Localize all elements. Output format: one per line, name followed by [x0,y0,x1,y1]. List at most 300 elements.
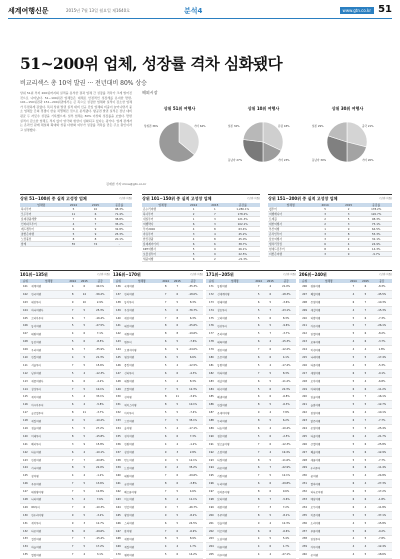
table-cell: 4 [264,519,276,527]
table-cell: -4.2% [90,377,110,385]
table-cell: 7 [253,440,265,448]
table-row [299,472,392,480]
table-cell: 32.1% [360,237,392,242]
table-cell: 아름여행 [217,543,253,551]
table-cell: 해냄여행 [217,393,253,401]
column-header: 2014 [253,279,265,283]
table-cell: 4.1% [276,354,296,362]
table-cell: 6.6% [183,354,203,362]
table-row [299,480,392,488]
table-cell: 5 [67,322,79,330]
table-row [299,409,392,417]
table-cell: 160 [113,472,124,480]
table-row [20,488,110,496]
table-cell: -11.2% [372,385,392,393]
table-cell: 평화여행 [310,283,347,290]
table-cell: 5 [171,385,183,393]
pie-label: 일본 32% [228,125,240,128]
table-cell: 221 [299,401,310,409]
charts-caption: 해외시장 [142,90,158,95]
pie-chart [310,106,385,176]
table-cell: 25.3% [90,306,110,314]
table-cell: -6.3% [276,401,296,409]
table-cell: 한별여행 [310,330,347,338]
column-header: 증감 [276,279,296,283]
table-cell: -12.2% [276,346,296,354]
table-cell: 인터파크투어 [20,222,62,227]
table-cell: 124 [20,464,31,472]
table-unit: (단위:억원) [379,273,392,276]
table-cell: 태양여행 [31,330,67,338]
table-cell: 7 [67,361,79,369]
table-cell: 9 [160,456,172,464]
table-cell: -12.5% [183,361,203,369]
table-cell: 180 [206,354,217,362]
table-cell: 6 [160,338,172,346]
table-cell: 7 [253,369,265,377]
table-cell: 10.1% [90,385,110,393]
table-cell: 큰별여행 [310,440,347,448]
table-cell: 드림여행 [124,464,160,472]
table-cell: 7 [67,306,79,314]
table-cell: 1 [313,227,337,232]
table-cell: 6 [78,283,90,290]
table-cell: -16.4% [90,314,110,322]
table-cell: 8.3% [276,314,296,322]
table-row [299,417,392,425]
table-cell: -11.6% [276,456,296,464]
table-row [20,298,110,306]
table-cell: -18.3% [276,290,296,298]
table-row [113,401,203,409]
table-cell: 9.6% [276,488,296,496]
table-cell: 7 [160,488,172,496]
table-unit: (단위:억원) [97,273,110,276]
table-cell: 대륙여행 [217,338,253,346]
table-cell: 2.9% [90,298,110,306]
column-header: 순위 [299,279,310,283]
table-cell: 5 [264,401,276,409]
table-row [113,503,203,511]
table-cell: 5 [171,354,183,362]
table-cell: 케이투어 [31,519,67,527]
data-table [20,203,132,247]
table-cell: -8.1% [276,511,296,519]
column-header: 업체명 [142,203,183,207]
table-cell: -12.4% [372,543,392,551]
table-cell: 제일여행 [124,543,160,551]
table-cell: 6 [359,464,371,472]
table-cell: -25.4% [372,425,392,433]
table-cell: 5 [171,417,183,425]
table-cell: 6 [160,346,172,354]
table-cell: 15.8% [90,440,110,448]
table-cell: 19.4% [276,448,296,456]
table-cell: 6 [264,290,276,298]
table-cell: 5 [78,417,90,425]
table-cell: 4 [171,464,183,472]
table-cell: -20.8% [90,456,110,464]
table-cell: 211 [299,322,310,330]
table-cell: 7 [67,551,79,559]
table-cell: 5 [264,472,276,480]
small-table-101-150 [142,194,260,262]
table-cell: 207 [299,290,310,298]
table-row [20,519,110,527]
table-cell: 209 [299,306,310,314]
table-row [206,417,296,425]
table-cell: 109 [20,346,31,354]
table-cell: 6 [359,283,371,290]
table-cell: 40.1% [90,283,110,290]
column-header: 업체명 [31,279,67,283]
pie-label: 기타 20% [362,159,374,162]
table-row [299,432,392,440]
table-cell: 192 [206,448,217,456]
table-row [206,425,296,433]
table-cell: 125 [20,472,31,480]
table-cell: 로얄여행 [124,385,160,393]
table-row [206,338,296,346]
table-title-text: 171위~205위 [206,272,234,277]
table-cell: 삼호여행사 [268,237,313,242]
table-cell: 3 [337,212,361,217]
table-cell: 상상여행 [124,448,160,456]
table-cell: 8 [253,401,265,409]
table-cell: 한빛투어 [310,535,347,543]
table-cell: 6 [253,322,265,330]
table-cell: 32.8% [107,227,133,232]
table-cell: -19.6% [183,330,203,338]
pie-label: 일본 29% [312,125,324,128]
table-cell: 35.2% [183,464,203,472]
table-cell: 조은여행 [217,354,253,362]
table-cell: 132 [20,527,31,535]
table-row [20,385,110,393]
table-cell: 6 [183,257,204,262]
column-header: 증감 [183,279,203,283]
table-cell: -27.1% [276,551,296,559]
table-cell: -10.3% [372,298,392,306]
table-row [113,385,203,393]
table-cell: -10.3% [90,503,110,511]
table-row [206,551,296,559]
table-cell: 남부여행 [31,369,67,377]
table-cell: 218 [299,377,310,385]
table-cell: 197 [206,488,217,496]
table-cell: 3 [171,448,183,456]
table-cell: 4 [78,448,90,456]
table-title-text: 상위 51~100위 중 실적 고성장 업체 [20,196,87,201]
table-cell: 6.3% [183,314,203,322]
table-cell: 4 [347,290,359,298]
table-cell: 푸름여행 [310,527,347,535]
table-row [20,425,110,433]
table-row [20,535,110,543]
section-label: 분석4 [184,7,203,15]
table-cell: 2 [337,207,361,212]
table-cell: 글로벌투어 [31,409,67,417]
table-cell: 모두여행 [310,503,347,511]
table-cell: 134 [20,543,31,551]
table-cell: 7 [160,314,172,322]
table-cell: 7 [253,503,265,511]
table-cell: -12.3% [90,369,110,377]
table-row [113,425,203,433]
table-cell: 5 [67,425,79,433]
table-cell: 7 [264,330,276,338]
table-cell: 152 [113,409,124,417]
table-row [20,242,132,247]
table-cell: 진여행 [124,393,160,401]
table-row [299,385,392,393]
table-cell: 7 [253,346,265,354]
table-cell: -8.2% [372,330,392,338]
table-cell: -21.3% [225,257,260,262]
table-cell: -10.4% [276,425,296,433]
table-cell: 한누리여행 [31,511,67,519]
table-cell: 5 [171,456,183,464]
table-cell: 7 [62,217,84,222]
table-cell: 동아투어 [124,298,160,306]
table-cell: -21.7% [372,432,392,440]
article-subtitle: 비교리섹스 총 10억 발권 ··· 전년대비 80% 상승 [20,80,147,87]
table-cell: 194 [206,464,217,472]
table-cell: 해밀여행 [310,290,347,298]
column-header: 순위 [20,279,31,283]
table-cell: 9 [160,511,172,519]
table-row [113,361,203,369]
table-cell: 푸른여행 [31,480,67,488]
table-cell: 4 [171,377,183,385]
issue-date: 2015년 7월 13일 월요일 제1640호 [66,8,130,13]
table-cell: 대한투어 [31,298,67,306]
table-cell: 8 [84,237,106,242]
table-cell: 165 [113,511,124,519]
table-cell: 17.2% [90,543,110,551]
column-header: 2014 [313,203,337,207]
table-cell: 6 [359,440,371,448]
site-url[interactable]: www.gtn.co.kr [340,7,374,14]
table-cell: 121.3% [225,217,260,222]
table-row [299,440,392,448]
table-cell: 212 [299,330,310,338]
table-cell: 4 [359,346,371,354]
table-cell: 107 [20,330,31,338]
pie-label: 유럽 18% [278,125,290,128]
table-row [299,425,392,433]
table-cell: 더좋은여행 [268,252,313,257]
table-cell: 6 [253,377,265,385]
table-cell: 8 [171,314,183,322]
table-cell: 경인여행 [217,346,253,354]
table-row [20,480,110,488]
table-cell: 7 [67,503,79,511]
table-cell: 181 [206,361,217,369]
table-cell: 6 [313,242,337,247]
table-cell: -10.2% [90,417,110,425]
table-cell: 6 [264,393,276,401]
table-cell: -18.6% [372,551,392,559]
table-cell: 5 [264,456,276,464]
table-cell: 5 [347,456,359,464]
table-cell: 9 [84,232,106,237]
table-cell: 153 [113,417,124,425]
table-cell: 4 [347,543,359,551]
table-cell: 10 [84,207,106,212]
table-cell: 9 [204,247,225,252]
small-table-51-100 [20,194,132,247]
table-cell: 5 [347,314,359,322]
table-row [20,322,110,330]
table-cell: 세종여행사 [31,377,67,385]
table-cell: 161 [113,480,124,488]
table-cell: 7.3% [183,432,203,440]
table-cell: 7 [264,496,276,504]
table-cell: 6 [67,448,79,456]
table-cell: 5 [264,417,276,425]
table-title-text: 136위~170위 [113,272,141,277]
table-cell: 167 [113,527,124,535]
table-cell: 215 [299,354,310,362]
table-row [113,543,203,551]
table-cell: 5 [359,369,371,377]
table-cell: -1.2% [183,440,203,448]
table-cell: 스타여행 [124,519,160,527]
table-cell: -6.8% [372,377,392,385]
table-cell: 이음여행 [310,511,347,519]
table-cell: 누리투어 [310,464,347,472]
table-row [299,314,392,322]
table-cell: 8 [160,496,172,504]
table-cell: 보라여행 [217,496,253,504]
table-cell: 7 [359,322,371,330]
table-cell: 135 [20,551,31,559]
table-cell: 7 [160,290,172,298]
table-cell: 동서여행 [31,322,67,330]
table-cell: -9.2% [372,527,392,535]
table-cell: 다솜여행 [31,448,67,456]
table-cell: 3 [204,222,225,227]
table-cell: 제이여행 [31,393,67,401]
table-cell: 우리여행 [31,346,67,354]
column-header: 순위 [113,279,124,283]
table-cell: 4 [171,543,183,551]
table-cell: 6 [347,496,359,504]
pie-label: 동남아 30% [312,159,327,162]
table-cell: 해오름여행 [124,488,160,496]
table-cell: 5 [347,354,359,362]
table-cell: 8.3% [183,377,203,385]
table-cell: -1.8% [372,496,392,504]
table-cell: 21.0% [276,283,296,290]
table-cell: 217 [299,369,310,377]
table-cell: 210 [299,314,310,322]
table-cell: 은하여행 [217,330,253,338]
table-cell: 5 [171,298,183,306]
table-cell: 12.7% [90,519,110,527]
table-cell: 33.1% [90,393,110,401]
table-cell: 에이스여행 [124,401,160,409]
table-cell: 5 [359,354,371,362]
table-row [20,314,110,322]
table-cell: 꿈여행 [310,472,347,480]
page-number: 51 [378,4,392,15]
table-row [113,432,203,440]
table-cell: 5 [78,480,90,488]
table-cell: -3.8% [183,480,203,488]
table-row [299,527,392,535]
table-cell: 7 [78,456,90,464]
table-cell: 6 [171,527,183,535]
table-cell: 45.0% [225,237,260,242]
table-cell: 가온여행 [310,322,347,330]
table-cell: 7.1% [90,330,110,338]
table-cell: 142 [113,330,124,338]
pie-svg [142,114,217,172]
table-cell: 110 [20,354,31,362]
table-cell: 하나로여행 [310,488,347,496]
table-cell: 223 [299,417,310,425]
table-cell: -29.6% [90,527,110,535]
table-cell: 155 [113,432,124,440]
table-row [206,385,296,393]
table-cell: 5 [264,377,276,385]
table-cell: 8 [160,330,172,338]
table-cell: 6 [84,212,106,217]
table-cell: 2 [183,212,204,217]
table-cell: 202 [206,527,217,535]
table-cell: 6 [183,222,204,227]
table-row [299,503,392,511]
table-cell: 6 [264,527,276,535]
table-cell: 신라투어 [124,369,160,377]
table-cell: 하늘여행 [31,543,67,551]
table-unit: (단위:억원) [379,197,392,200]
table-cell: 반도여행 [124,456,160,464]
table-cell: 6 [253,298,265,306]
table-cell: 6 [67,346,79,354]
table-cell: 은빛여행 [310,298,347,306]
table-row [113,377,203,385]
table-cell: 64.5% [360,227,392,232]
table-cell: -76.7% [183,306,203,314]
table-cell: 5 [160,425,172,433]
table-cell: 6 [264,385,276,393]
table-cell: 10 [78,298,90,306]
table-cell: 201 [206,519,217,527]
table-cell: 새날여행 [217,377,253,385]
table-row [20,283,110,290]
table-cell: 6 [67,314,79,322]
table-cell: 1,280.1% [225,207,260,212]
table-cell: 맑은여행 [310,417,347,425]
table-cell: 9 [253,409,265,417]
table-row [206,401,296,409]
table-cell: 5 [253,385,265,393]
table-cell: -25.8% [372,440,392,448]
table-cell: 다움여행 [310,361,347,369]
table-cell: 158 [113,456,124,464]
table-cell: 4 [359,543,371,551]
table-row [206,354,296,362]
table-cell: 5 [359,290,371,298]
table-row [113,551,203,559]
table-row [299,456,392,464]
table-cell: 191 [206,440,217,448]
table-cell: 5 [160,306,172,314]
table-cell: 182 [206,369,217,377]
